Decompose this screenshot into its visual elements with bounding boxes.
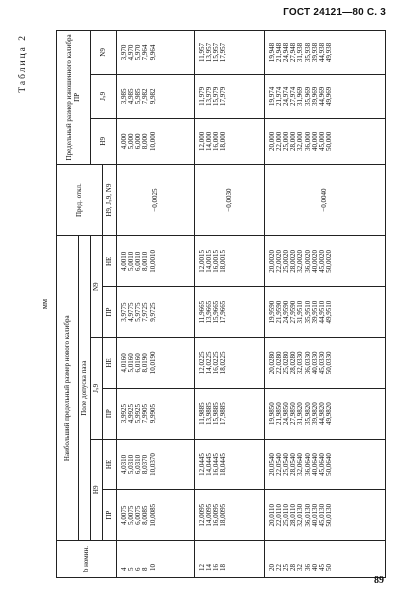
cell-h9-ne: 4,0310 5,0310 6,0310 8,0370 10,0370 <box>117 439 195 490</box>
cell-limit-js9: 11,979 13,979 15,979 17,979 <box>195 74 265 118</box>
header-deviation-sub: H9, Jₛ9, N9 <box>103 164 117 236</box>
rotated-table-canvas <box>16 30 396 578</box>
cell-h9-ne: 12,0445 14,0445 16,0445 18,0445 <box>195 439 265 490</box>
header-h9: H9 <box>91 439 103 541</box>
header-js9: Jₛ9 <box>91 338 103 440</box>
header-deviation: Пред. откл. <box>57 164 103 236</box>
header-js9-ne: НЕ <box>103 338 117 389</box>
data-table <box>56 30 386 578</box>
cell-limit-js9: 19,974 21,974 24,974 27,974 31,969 35,969 39,969 44,969 49,969 <box>264 74 385 118</box>
cell-deviation: −0,0040 <box>264 164 385 236</box>
header-n9: N9 <box>91 236 103 338</box>
header-limit-size: Предельный размер изношенного калибра ПР <box>57 31 91 165</box>
header-tolerance-field: Поле допуска паза <box>79 236 91 541</box>
cell-n9-ne: 12,0015 14,0015 16,0015 18,0015 <box>195 236 265 287</box>
header-js9-pr: ПР <box>103 388 117 439</box>
cell-limit-h9: 12,000 14,000 16,000 18,000 <box>195 118 265 164</box>
header-n9-pr: ПР <box>103 287 117 338</box>
document-header: ГОСТ 24121—80 С. 3 <box>283 7 386 18</box>
header-largest-size: Наибольший предельный размер нового калибра <box>57 236 79 541</box>
table-caption: Таблица 2 <box>18 34 28 93</box>
header-b: b номин. <box>57 541 117 578</box>
cell-n9-ne: 20,0020 22,0020 25,0020 28,0020 32,0020 36,0020 40,0020 45,0020 50,0020 <box>264 236 385 287</box>
cell-limit-n9: 3,970 4,970 5,970 7,964 9,964 <box>117 31 195 75</box>
cell-js9-pr: 19,9850 21,9850 24,9850 27,9850 31,9820 35,9820 39,9820 44,9820 49,9820 <box>264 388 385 439</box>
cell-limit-n9: 19,948 21,948 24,948 27,948 31,938 35,938 39,938 44,938 49,938 <box>264 31 385 75</box>
cell-n9-ne: 4,0010 5,0010 6,0010 8,0010 10,0010 <box>117 236 195 287</box>
cell-deviation: −0,0030 <box>195 164 265 236</box>
cell-limit-h9: 4,000 5,000 6,000 8,000 10,000 <box>117 118 195 164</box>
cell-js9-pr: 11,9885 13,9885 15,9885 17,9885 <box>195 388 265 439</box>
header-limit-h9: H9 <box>91 118 117 164</box>
cell-js9-ne: 12,0225 14,0225 16,0225 18,0225 <box>195 338 265 389</box>
cell-limit-h9: 20,000 22,000 25,000 28,000 32,000 36,000 40,000 45,000 50,000 <box>264 118 385 164</box>
cell-n9-pr: 11,9665 13,9665 15,9665 17,9665 <box>195 287 265 338</box>
header-limit-n9: N9 <box>91 31 117 75</box>
header-h9-pr: ПР <box>103 490 117 541</box>
table-row <box>195 31 265 578</box>
cell-js9-ne: 20,0280 22,0280 25,0280 28,0280 32,0330 36,0330 40,0330 45,0330 50,0330 <box>264 338 385 389</box>
cell-limit-js9: 3,985 4,985 5,985 7,982 9,982 <box>117 74 195 118</box>
cell-h9-ne: 20,0540 22,0540 25,0540 28,0540 32,0640 36,0640 40,0640 45,0640 50,0640 <box>264 439 385 490</box>
cell-n9-pr: 19,9590 21,9590 24,9590 27,9590 31,9510 35,9510 39,9510 44,9510 49,9510 <box>264 287 385 338</box>
cell-js9-pr: 3,9925 4,9925 5,9925 7,9905 9,9905 <box>117 388 195 439</box>
cell-h9-pr: 4,0075 5,0075 6,0075 8,0085 10,0085 <box>117 490 195 541</box>
cell-b: 4 5 6 8 10 <box>117 541 195 578</box>
table-row <box>264 31 385 578</box>
table-row <box>117 31 195 578</box>
units-label: мм <box>40 298 49 310</box>
cell-js9-ne: 4,0160 5,0160 6,0160 8,0190 10,0190 <box>117 338 195 389</box>
header-limit-js9: Jₛ9 <box>91 74 117 118</box>
cell-limit-n9: 11,957 13,957 15,957 17,957 <box>195 31 265 75</box>
cell-h9-pr: 12,0095 14,0095 16,0095 18,0095 <box>195 490 265 541</box>
page-number: 89 <box>374 575 384 586</box>
cell-deviation: −0,0025 <box>117 164 195 236</box>
cell-b: 20 22 25 28 32 36 40 45 50 <box>264 541 385 578</box>
header-n9-ne: НЕ <box>103 236 117 287</box>
cell-b: 12 14 16 18 <box>195 541 265 578</box>
cell-n9-pr: 3,9775 4,9775 5,9775 7,9725 9,9725 <box>117 287 195 338</box>
cell-h9-pr: 20,0110 22,0110 25,0110 28,0110 32,0130 36,0130 40,0130 45,0130 50,0130 <box>264 490 385 541</box>
header-h9-ne: НЕ <box>103 439 117 490</box>
